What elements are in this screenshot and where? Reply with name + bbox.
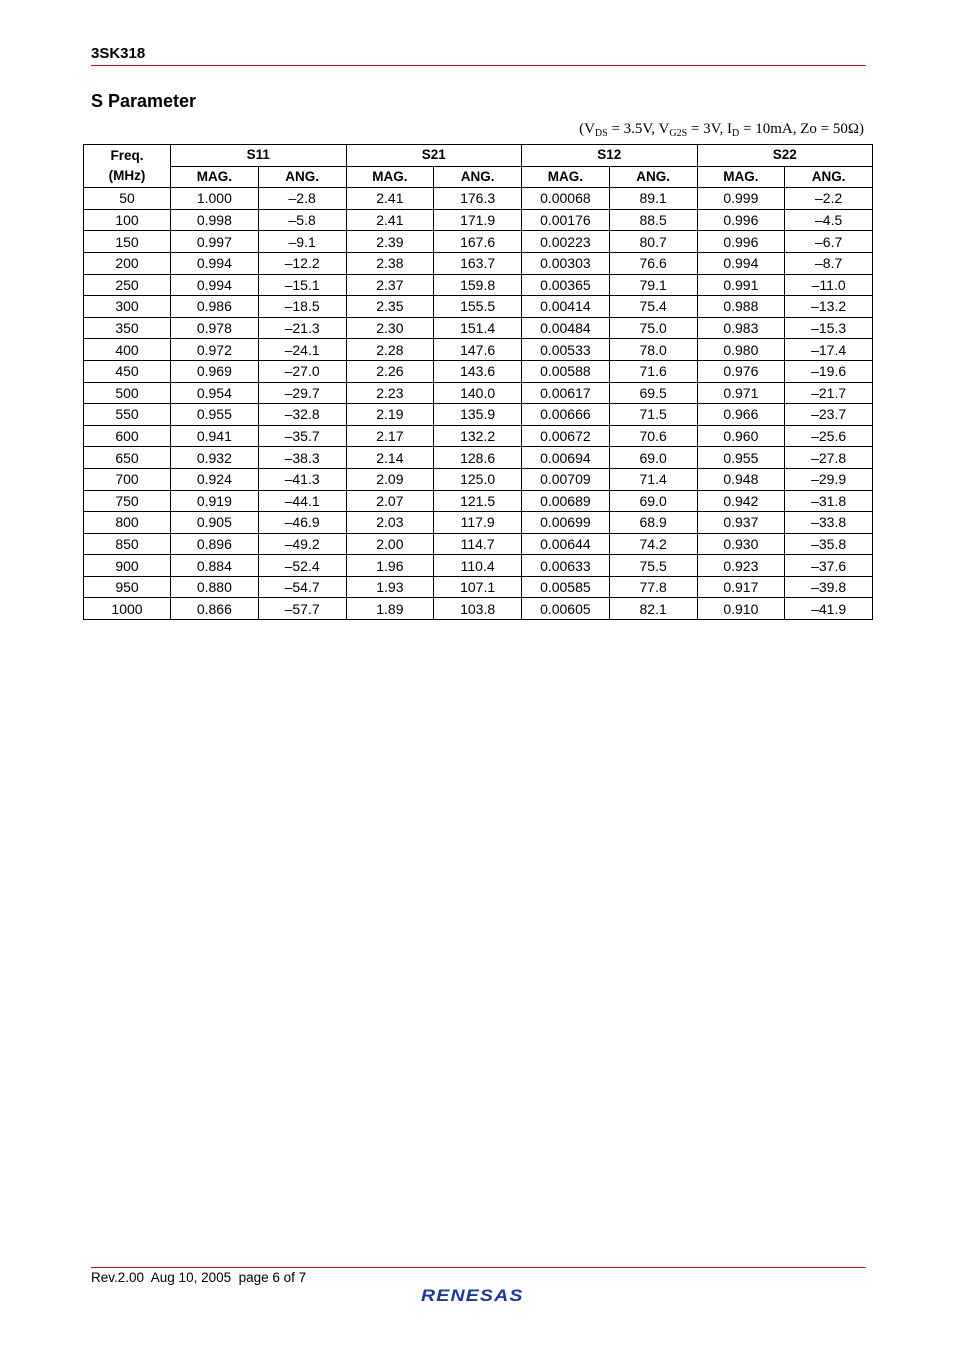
cell-s22-mag: 0.948 [697,468,785,490]
cell-s11-ang: –32.8 [258,404,346,426]
cell-s21-mag: 1.93 [346,576,434,598]
cell-s11-mag: 0.924 [171,468,259,490]
freq-column-header: Freq. (MHz) [84,145,171,188]
cell-s21-ang: 151.4 [434,317,522,339]
cell-s21-mag: 2.23 [346,382,434,404]
cell-s12-ang: 82.1 [609,598,697,620]
cell-s12-mag: 0.00633 [522,555,610,577]
group-header-s12: S12 [522,145,698,167]
cell-s21-mag: 2.30 [346,317,434,339]
cell-s21-mag: 2.09 [346,468,434,490]
table-row [84,339,873,361]
cell-s21-ang: 176.3 [434,188,522,210]
cell-s21-ang: 117.9 [434,512,522,534]
cell-s12-ang: 89.1 [609,188,697,210]
cell-s21-ang: 163.7 [434,252,522,274]
cell-s21-ang: 128.6 [434,447,522,469]
cell-s11-mag: 0.955 [171,404,259,426]
cell-s22-mag: 0.983 [697,317,785,339]
s-parameter-table [83,144,873,620]
cell-s22-ang: –19.6 [785,360,873,382]
cell-freq: 1000 [84,598,171,620]
subheader-s22-ang: ANG. [785,166,873,188]
cell-s12-ang: 76.6 [609,252,697,274]
table-row [84,468,873,490]
cell-s22-mag: 0.910 [697,598,785,620]
cell-s12-mag: 0.00176 [522,209,610,231]
cell-s21-ang: 167.6 [434,231,522,253]
revision-info: Rev.2.00 Aug 10, 2005 page 6 of 7 [91,1270,307,1285]
cell-s11-ang: –57.7 [258,598,346,620]
cell-s11-mag: 0.866 [171,598,259,620]
cell-s12-mag: 0.00303 [522,252,610,274]
cell-freq: 650 [84,447,171,469]
cell-s11-ang: –12.2 [258,252,346,274]
cell-freq: 500 [84,382,171,404]
section-title: S Parameter [91,91,197,111]
cell-s11-ang: –44.1 [258,490,346,512]
cell-freq: 450 [84,360,171,382]
cell-s22-mag: 0.966 [697,404,785,426]
cell-s11-ang: –54.7 [258,576,346,598]
table-row [84,317,873,339]
cell-s22-mag: 0.980 [697,339,785,361]
subheader-s11-ang: ANG. [258,166,346,188]
cell-s11-ang: –27.0 [258,360,346,382]
table-row [84,188,873,210]
cell-freq: 550 [84,404,171,426]
cell-s12-ang: 75.0 [609,317,697,339]
subheader-s21-ang: ANG. [434,166,522,188]
cell-s12-mag: 0.00533 [522,339,610,361]
cell-s21-ang: 155.5 [434,296,522,318]
table-subheader-row [84,166,873,188]
cell-s12-mag: 0.00365 [522,274,610,296]
cell-s22-ang: –23.7 [785,404,873,426]
cell-s11-mag: 0.972 [171,339,259,361]
cell-s11-ang: –18.5 [258,296,346,318]
subheader-s11-mag: MAG. [171,166,259,188]
cell-s12-mag: 0.00068 [522,188,610,210]
cell-s11-mag: 0.954 [171,382,259,404]
cell-s11-mag: 0.998 [171,209,259,231]
cell-freq: 100 [84,209,171,231]
table-body [84,188,873,620]
cell-s12-ang: 78.0 [609,339,697,361]
cell-s11-mag: 0.978 [171,317,259,339]
cell-s11-ang: –15.1 [258,274,346,296]
cell-s21-ang: 159.8 [434,274,522,296]
cell-s12-ang: 70.6 [609,425,697,447]
table-row [84,274,873,296]
cell-s11-mag: 0.932 [171,447,259,469]
cell-s22-ang: –41.9 [785,598,873,620]
cell-s22-mag: 0.955 [697,447,785,469]
cell-s21-ang: 143.6 [434,360,522,382]
cell-s21-mag: 2.37 [346,274,434,296]
cell-s12-ang: 80.7 [609,231,697,253]
cell-s21-ang: 140.0 [434,382,522,404]
cell-s21-ang: 121.5 [434,490,522,512]
subheader-s12-ang: ANG. [609,166,697,188]
cell-s22-ang: –17.4 [785,339,873,361]
cell-s22-ang: –37.6 [785,555,873,577]
cell-freq: 50 [84,188,171,210]
cell-s22-mag: 0.960 [697,425,785,447]
cell-s22-ang: –33.8 [785,512,873,534]
subheader-s22-mag: MAG. [697,166,785,188]
cell-s22-ang: –27.8 [785,447,873,469]
table-row [84,231,873,253]
cell-s12-ang: 71.5 [609,404,697,426]
cell-s22-mag: 0.923 [697,555,785,577]
cell-s21-mag: 1.96 [346,555,434,577]
cell-s21-mag: 2.41 [346,209,434,231]
subheader-s12-mag: MAG. [522,166,610,188]
cell-s21-ang: 132.2 [434,425,522,447]
cell-s22-ang: –6.7 [785,231,873,253]
cell-s11-ang: –2.8 [258,188,346,210]
cell-s11-mag: 0.969 [171,360,259,382]
cell-s12-ang: 69.5 [609,382,697,404]
cell-s12-mag: 0.00588 [522,360,610,382]
cell-s21-mag: 1.89 [346,598,434,620]
cell-s12-ang: 77.8 [609,576,697,598]
cell-s11-mag: 0.880 [171,576,259,598]
group-header-s11: S11 [171,145,347,167]
cell-freq: 950 [84,576,171,598]
cell-s12-ang: 75.5 [609,555,697,577]
cell-s22-ang: –8.7 [785,252,873,274]
cell-s22-mag: 0.937 [697,512,785,534]
cell-s21-mag: 2.28 [346,339,434,361]
cell-s12-ang: 75.4 [609,296,697,318]
cell-s12-mag: 0.00689 [522,490,610,512]
group-header-s21: S21 [346,145,522,167]
cell-s22-mag: 0.996 [697,209,785,231]
cell-s11-mag: 0.884 [171,555,259,577]
cell-s11-ang: –21.3 [258,317,346,339]
cell-freq: 200 [84,252,171,274]
cell-s11-mag: 0.994 [171,252,259,274]
cell-s11-ang: –41.3 [258,468,346,490]
cell-s11-ang: –5.8 [258,209,346,231]
table-row [84,404,873,426]
cell-s22-ang: –39.8 [785,576,873,598]
cell-s21-mag: 2.39 [346,231,434,253]
cell-freq: 700 [84,468,171,490]
table-row [84,360,873,382]
cell-s22-ang: –21.7 [785,382,873,404]
cell-s12-mag: 0.00666 [522,404,610,426]
table-row [84,447,873,469]
group-header-s22: S22 [697,145,873,167]
table-row [84,533,873,555]
table-row [84,555,873,577]
cell-s21-ang: 135.9 [434,404,522,426]
table-row [84,382,873,404]
cell-s11-mag: 0.919 [171,490,259,512]
cell-s11-mag: 0.905 [171,512,259,534]
cell-freq: 800 [84,512,171,534]
cell-s12-mag: 0.00644 [522,533,610,555]
cell-s22-ang: –25.6 [785,425,873,447]
cell-s11-ang: –35.7 [258,425,346,447]
cell-s11-ang: –38.3 [258,447,346,469]
cell-s12-mag: 0.00617 [522,382,610,404]
cell-s22-ang: –31.8 [785,490,873,512]
cell-s12-ang: 74.2 [609,533,697,555]
cell-freq: 400 [84,339,171,361]
table-row [84,512,873,534]
cell-s11-ang: –29.7 [258,382,346,404]
cell-s21-ang: 103.8 [434,598,522,620]
table-row [84,252,873,274]
cell-s12-mag: 0.00672 [522,425,610,447]
cell-s11-ang: –46.9 [258,512,346,534]
cell-s22-mag: 0.976 [697,360,785,382]
cell-s22-ang: –29.9 [785,468,873,490]
cell-s12-ang: 88.5 [609,209,697,231]
cell-s22-mag: 0.999 [697,188,785,210]
cell-freq: 250 [84,274,171,296]
cell-s22-ang: –13.2 [785,296,873,318]
cell-s11-ang: –49.2 [258,533,346,555]
cell-s21-ang: 114.7 [434,533,522,555]
cell-s12-mag: 0.00694 [522,447,610,469]
part-number: 3SK318 [91,45,146,62]
table-row [84,490,873,512]
cell-s21-ang: 125.0 [434,468,522,490]
cell-s22-mag: 0.996 [697,231,785,253]
cell-s21-mag: 2.14 [346,447,434,469]
cell-s21-mag: 2.17 [346,425,434,447]
cell-s12-mag: 0.00699 [522,512,610,534]
cell-freq: 850 [84,533,171,555]
cell-s11-mag: 0.941 [171,425,259,447]
cell-freq: 600 [84,425,171,447]
subheader-s21-mag: MAG. [346,166,434,188]
cell-freq: 150 [84,231,171,253]
cell-freq: 900 [84,555,171,577]
table-row [84,425,873,447]
cell-s12-mag: 0.00709 [522,468,610,490]
cell-s21-ang: 147.6 [434,339,522,361]
cell-s21-mag: 2.03 [346,512,434,534]
cell-s22-mag: 0.991 [697,274,785,296]
cell-s21-mag: 2.07 [346,490,434,512]
cell-s22-ang: –35.8 [785,533,873,555]
measurement-conditions: ($V_{DS} = 3.5V$, $V_{G2S} = 3V$, $I_D = 10mA$, Zo = 50Ω) [579,121,864,139]
cell-s21-mag: 2.00 [346,533,434,555]
table-row [84,576,873,598]
cell-s12-ang: 68.9 [609,512,697,534]
cell-s11-mag: 1.000 [171,188,259,210]
cell-s12-mag: 0.00414 [522,296,610,318]
cell-s21-mag: 2.35 [346,296,434,318]
header-divider [91,65,866,66]
cell-s11-mag: 0.994 [171,274,259,296]
cell-s11-mag: 0.986 [171,296,259,318]
cell-s21-mag: 2.19 [346,404,434,426]
cell-freq: 350 [84,317,171,339]
cell-s21-mag: 2.38 [346,252,434,274]
cell-s12-ang: 71.6 [609,360,697,382]
cell-s22-mag: 0.988 [697,296,785,318]
table-row [84,296,873,318]
cell-s21-ang: 107.1 [434,576,522,598]
cell-s12-mag: 0.00585 [522,576,610,598]
table-header-row [84,145,873,167]
cell-s11-mag: 0.997 [171,231,259,253]
cell-s22-mag: 0.917 [697,576,785,598]
cell-s12-ang: 69.0 [609,490,697,512]
cell-s12-mag: 0.00484 [522,317,610,339]
cell-s11-mag: 0.896 [171,533,259,555]
cell-s22-mag: 0.930 [697,533,785,555]
cell-s22-mag: 0.971 [697,382,785,404]
cell-s11-ang: –24.1 [258,339,346,361]
cell-s12-ang: 69.0 [609,447,697,469]
cell-freq: 750 [84,490,171,512]
cell-s22-mag: 0.994 [697,252,785,274]
cell-s22-ang: –11.0 [785,274,873,296]
cell-s21-mag: 2.41 [346,188,434,210]
cell-s12-mag: 0.00223 [522,231,610,253]
cell-s22-ang: –15.3 [785,317,873,339]
cell-s12-ang: 79.1 [609,274,697,296]
cell-s11-ang: –52.4 [258,555,346,577]
cell-freq: 300 [84,296,171,318]
cell-s22-ang: –4.5 [785,209,873,231]
table-row [84,598,873,620]
cell-s11-ang: –9.1 [258,231,346,253]
cell-s21-mag: 2.26 [346,360,434,382]
cell-s22-mag: 0.942 [697,490,785,512]
cell-s12-mag: 0.00605 [522,598,610,620]
cell-s21-ang: 171.9 [434,209,522,231]
footer-divider [91,1267,866,1268]
table-row [84,209,873,231]
cell-s21-ang: 110.4 [434,555,522,577]
cell-s12-ang: 71.4 [609,468,697,490]
renesas-logo: RENESAS [421,1286,524,1305]
cell-s22-ang: –2.2 [785,188,873,210]
